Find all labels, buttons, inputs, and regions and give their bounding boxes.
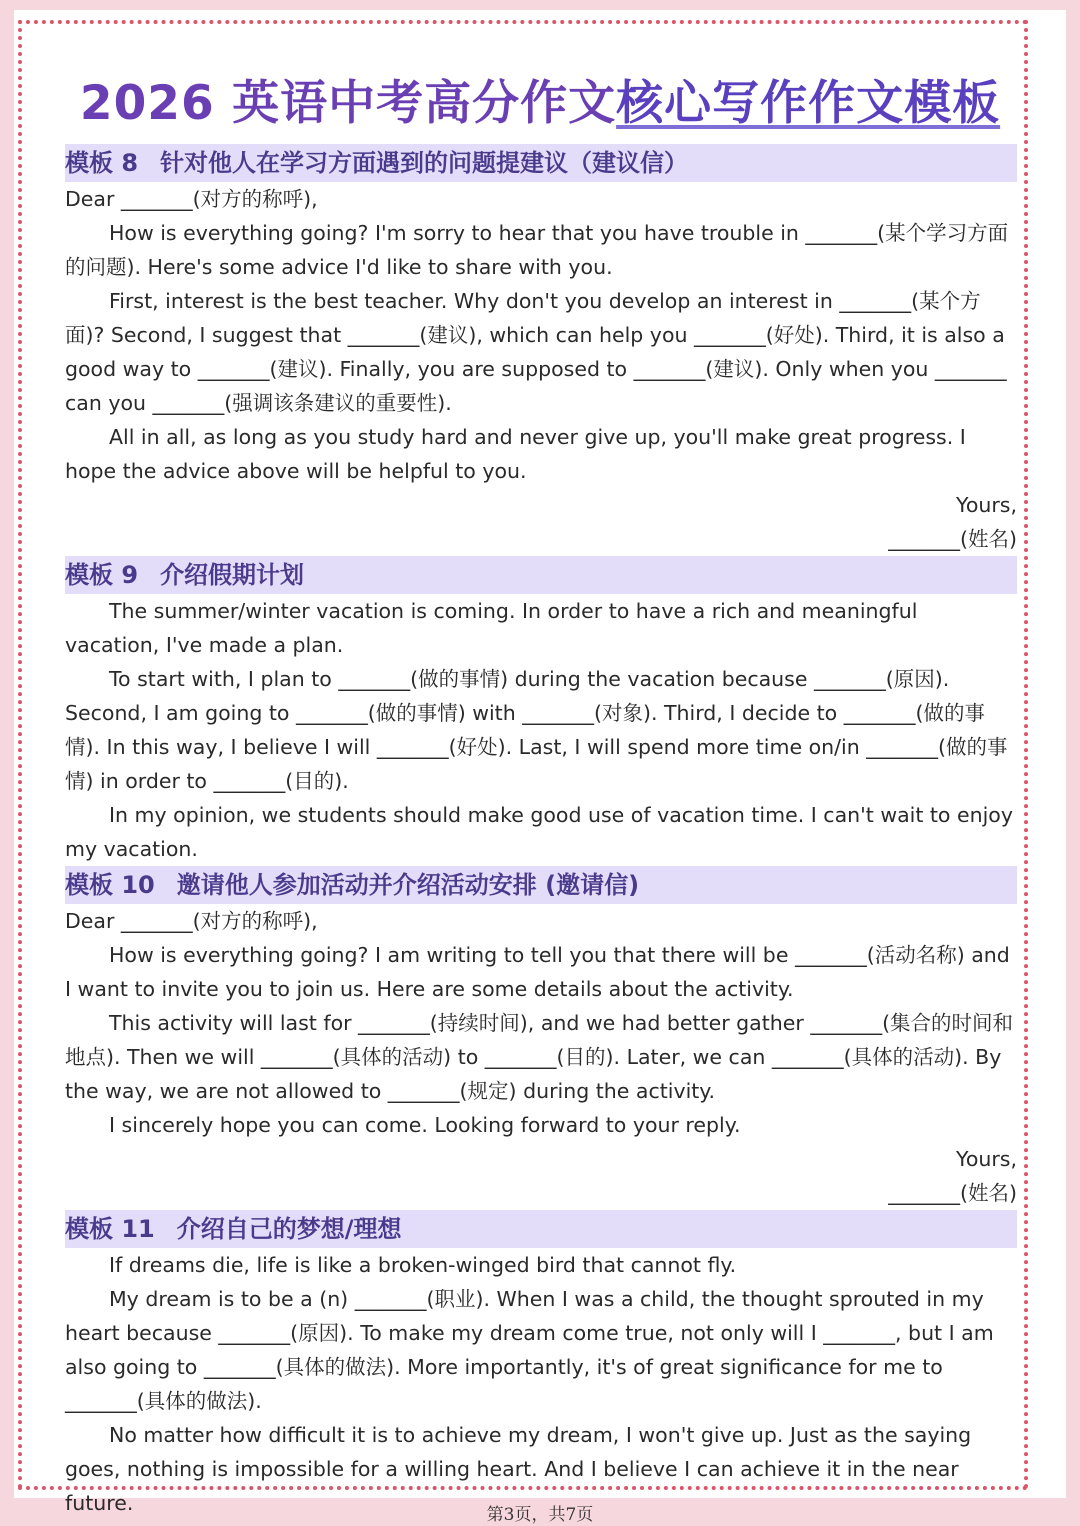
page-footer: 第3页，共7页 — [486, 1505, 594, 1525]
signature: _______(姓名) — [888, 1181, 1017, 1205]
salutation: Dear _______(对方的称呼), — [65, 187, 318, 211]
section-template-11 — [65, 1210, 1017, 1520]
paragraph: In my opinion, we students should make good use of vacation time. I can't wait to enjoy my vacation. — [65, 803, 1013, 861]
title-part2: 核心写作作文模板 — [616, 76, 1001, 131]
signature: _______(姓名) — [888, 527, 1017, 551]
closing: Yours, — [956, 493, 1017, 517]
section-number: 模板 8 — [65, 149, 139, 177]
section-heading-text: 邀请他人参加活动并介绍活动安排 (邀请信) — [176, 871, 640, 899]
section-number: 模板 10 — [65, 871, 155, 899]
section-heading — [65, 556, 1017, 594]
paragraph: To start with, I plan to _______(做的事情) during the vacation because _______(原因). Second, I am going to _______(做的事情) with _______(对象). Third, I decide to _______(做的事情). In this way, I believe I will _______(好处). Last, I will spend more time on/in _______(做的事情) in order to _______(目的). — [65, 667, 1008, 793]
section-heading-text: 介绍自己的梦想/理想 — [176, 1215, 402, 1243]
paragraph: My dream is to be a (n) _______(职业). When I was a child, the thought sprouted in my heart because _______(原因). To make my dream come true, not only will I _______, but I am also going to _______(具体的做法). More importantly, it's of great significance for me to _______(具体的做法). — [65, 1287, 994, 1413]
page-title — [0, 66, 1080, 133]
paragraph: How is everything going? I am writing to tell you that there will be _______(活动名称) and I want to invite you to join us. Here are some details about the activity. — [65, 943, 1010, 1001]
section-heading — [65, 866, 1017, 904]
section-number: 模板 9 — [65, 561, 139, 589]
salutation: Dear _______(对方的称呼), — [65, 909, 318, 933]
paragraph: If dreams die, life is like a broken-winged bird that cannot fly. — [109, 1253, 737, 1277]
section-number: 模板 11 — [65, 1215, 155, 1243]
closing: Yours, — [956, 1147, 1017, 1171]
document-body — [65, 144, 1017, 1520]
section-heading-text: 针对他人在学习方面遇到的问题提建议（建议信） — [160, 149, 689, 177]
title-part1: 2026 英语中考高分作文 — [79, 76, 617, 131]
paragraph: How is everything going? I'm sorry to hear that you have trouble in _______(某个学习方面的问题). Here's some advice I'd like to share with you. — [65, 221, 1009, 279]
paragraph: No matter how difficult it is to achieve my dream, I won't give up. Just as the saying goes, nothing is impossible for a willing heart. And I believe I can achieve it in the near future. — [65, 1423, 972, 1515]
section-heading — [65, 144, 1017, 182]
paragraph: This activity will last for _______(持续时间), and we had better gather _______(集合的时间和地点). Then we will _______(具体的活动) to _______(目的). Later, we can _______(具体的活动). By the way, we are not allowed to _______(规定) during the activity. — [65, 1011, 1014, 1103]
section-heading-text: 介绍假期计划 — [160, 561, 305, 589]
paragraph: First, interest is the best teacher. Why don't you develop an interest in _______(某个方面)? Second, I suggest that _______(建议), which can help you _______(好处). Third, it is also a good way to _______(建议). Finally, you are supposed to _______(建议). Only when you _______ can you _______(强调该条建议的重要性). — [65, 289, 1007, 415]
section-template-9 — [65, 556, 1017, 866]
section-template-8 — [65, 144, 1017, 556]
paragraph: The summer/winter vacation is coming. In order to have a rich and meaningful vacation, I've made a plan. — [65, 599, 918, 657]
section-template-10 — [65, 866, 1017, 1210]
paragraph: All in all, as long as you study hard and never give up, you'll make great progress. I hope the advice above will be helpful to you. — [65, 425, 966, 483]
paragraph: I sincerely hope you can come. Looking forward to your reply. — [109, 1113, 741, 1137]
section-heading — [65, 1210, 1017, 1248]
